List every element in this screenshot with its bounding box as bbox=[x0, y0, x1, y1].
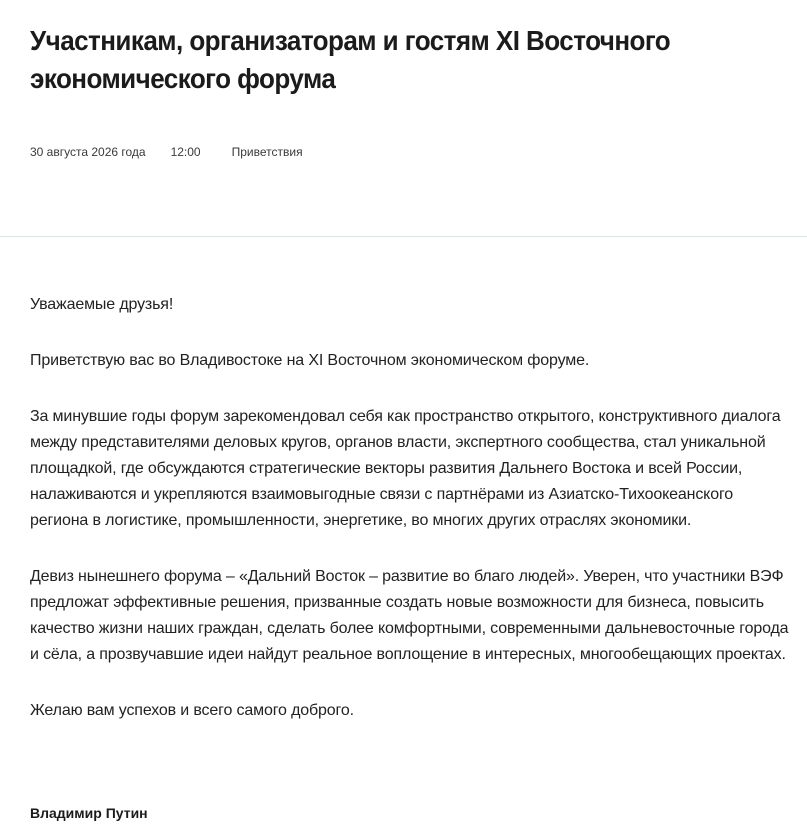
publication-time: 12:00 bbox=[170, 145, 201, 159]
article-body bbox=[30, 292, 790, 754]
page-title: Участникам, организаторам и гостям XI Восточного экономического форума bbox=[30, 25, 671, 94]
publication-date: 30 августа 2026 года bbox=[30, 145, 146, 159]
article-header bbox=[0, 0, 807, 236]
signature: Владимир Путин bbox=[30, 805, 148, 821]
category-link[interactable]: Приветствия bbox=[231, 145, 303, 159]
header-divider bbox=[0, 236, 807, 237]
wishes-paragraph: Желаю вам успехов и всего самого доброго. bbox=[30, 702, 354, 719]
forum-role-paragraph: За минувшие годы форум зарекомендовал себя как пространство открытого, конструктивного диалога между представителями деловых кругов, органов власти, экспертного сообщества, стал уникальной площадкой, где обсуждаются стратегические векторы развития Дальнего Востока и всей России, налаживаются и укрепляются взаимовыгодные связи с партнёрами из Азиатско-Тихоокеанского региона в логистике, промышленности, энергетике, во многих других отраслях экономики. bbox=[30, 408, 781, 529]
welcome-paragraph: Приветствую вас во Владивостоке на XI Восточном экономическом форуме. bbox=[30, 352, 590, 369]
greeting-paragraph: Уважаемые друзья! bbox=[30, 296, 174, 313]
forum-motto-paragraph: Девиз нынешнего форума – «Дальний Восток – развитие во благо людей». Уверен, что участники ВЭФ предложат эффективные решения, призванные создать новые возможности для бизнеса, повысить качество жизни наших граждан, сделать более комфортными, современными дальневосточные города и сёла, а прозвучавшие идеи найдут реальное воплощение в интересных, многообещающих проектах. bbox=[30, 568, 789, 663]
article-meta bbox=[30, 144, 303, 160]
